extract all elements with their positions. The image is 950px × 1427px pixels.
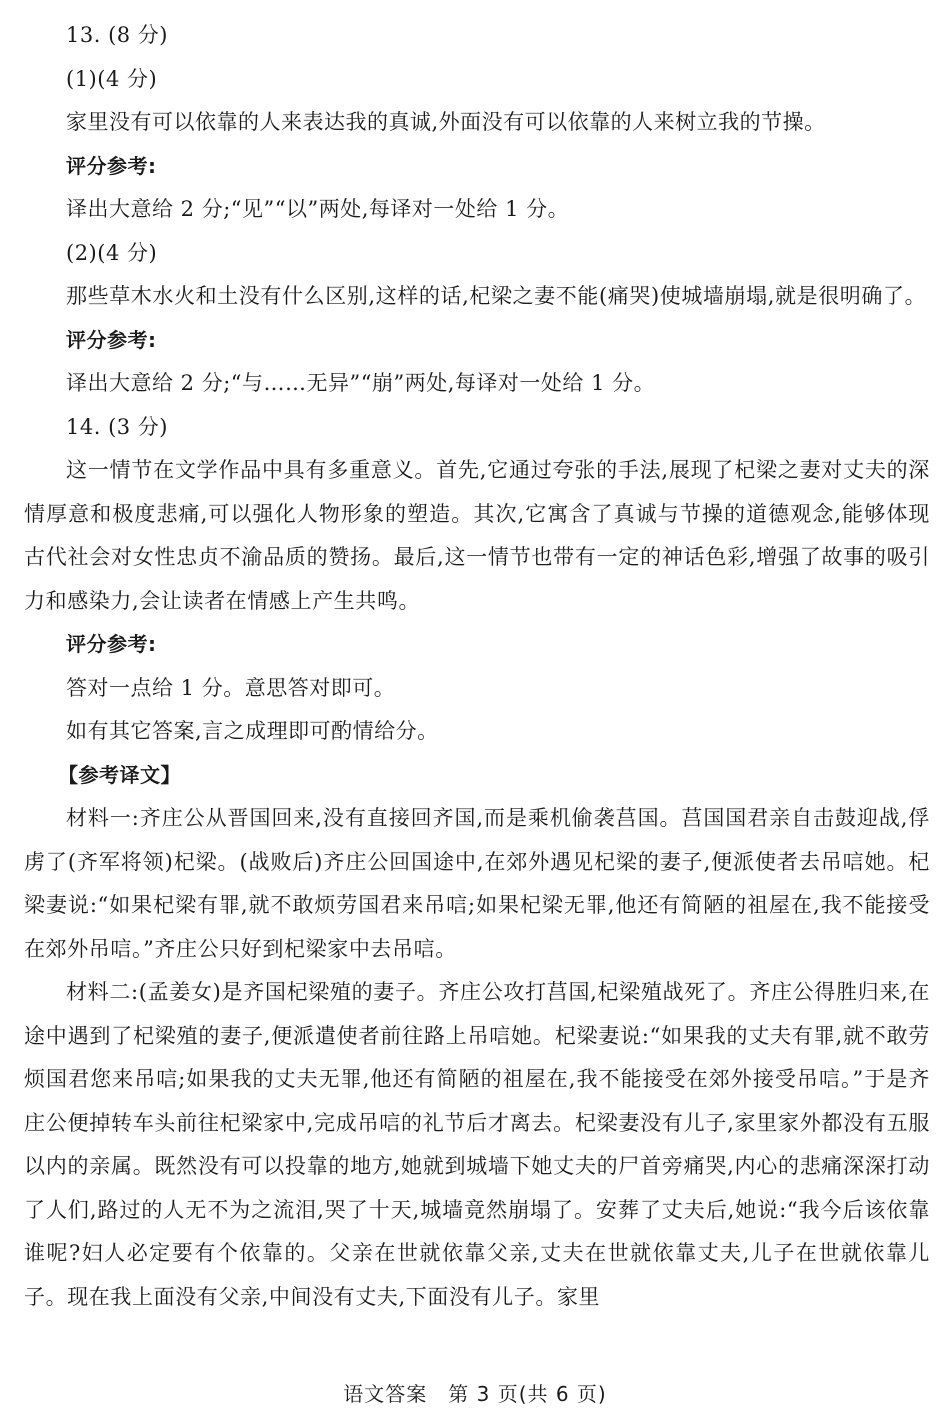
q13-sub1-scoring-title: 评分参考:: [66, 153, 157, 178]
translation-title: 【参考译文】: [58, 762, 181, 787]
page-footer: 语文答案 第 3 页(共 6 页): [343, 1382, 607, 1406]
q13-sub2-scoring: 译出大意给 2 分;“与……无异”“崩”两处,每译对一处给 1 分。: [66, 371, 656, 395]
q13-sub1-label: (1)(4 分): [66, 66, 158, 91]
q14-scoring-title: 评分参考:: [66, 632, 157, 656]
translation-material-2: 材料二:(孟姜女)是齐国杞梁殖的妻子。齐庄公攻打莒国,杞梁殖战死了。齐庄公得胜归来,在途中遇到了杞梁殖的妻子,便派遣使者前往路上吊唁她。杞梁妻说:“如果我的丈夫有罪,就不敢劳烦国君您来吊唁;如果我的丈夫无罪,他还有简陋的祖屋在,我不能接受在郊外接受吊唁。”于是齐庄公便掉转车头前往杞梁家中,完成吊唁的礼节后才离去。杞梁妻没有儿子,家里家外都没有五服以内的亲属。既然没有可以投靠的地方,她就到城墙下她丈夫的尸首旁痛哭,内心的悲痛深深打动了人们,路过的人无不为之流泪,哭了十天,城墙竟然崩塌了。安葬了丈夫后,她说:“我今后该依靠谁呢?妇人必定要有个依靠的。父亲在世就依靠父亲,丈夫在世就依靠丈夫,儿子在世就依靠儿子。现在我上面没有父亲,中间没有丈夫,下面没有儿子。家里: [24, 980, 930, 1309]
translation-material-1: 材料一:齐庄公从晋国回来,没有直接回齐国,而是乘机偷袭莒国。莒国国君亲自击鼓迎战,俘虏了(齐军将领)杞梁。(战败后)齐庄公回国途中,在郊外遇见杞梁的妻子,便派使者去吊唁她。杞梁妻说:“如果杞梁有罪,就不敢烦劳国君来吊唁;如果杞梁无罪,他还有简陋的祖屋在,我不能接受在郊外吊唁。”齐庄公只好到杞梁家中去吊唁。: [24, 806, 930, 961]
q14-scoring-1: 答对一点给 1 分。意思答对即可。: [66, 675, 396, 700]
q13-sub2-scoring-title: 评分参考:: [66, 327, 157, 352]
q13-sub2-label: (2)(4 分): [66, 240, 158, 265]
q14-scoring-2: 如有其它答案,言之成理即可酌情给分。: [66, 719, 439, 743]
q14-answer: 这一情节在文学作品中具有多重意义。首先,它通过夸张的手法,展现了杞梁之妻对丈夫的深情厚意和极度悲痛,可以强化人物形象的塑造。其次,它寓含了真诚与节操的道德观念,能够体现古代社会对女性忠贞不渝品质的赞扬。最后,这一情节也带有一定的神话色彩,增强了故事的吸引力和感染力,会让读者在情感上产生共鸣。: [24, 458, 930, 613]
answer-page: [24, 14, 930, 1319]
q13-header: 13. (8 分): [66, 23, 168, 47]
q14-header: 14. (3 分): [66, 414, 168, 439]
q13-sub1-answer: 家里没有可以依靠的人来表达我的真诚,外面没有可以依靠的人来树立我的节操。: [66, 110, 826, 134]
q13-sub1-scoring: 译出大意给 2 分;“见”“以”两处,每译对一处给 1 分。: [66, 197, 570, 221]
q13-sub2-answer: 那些草木水火和土没有什么区别,这样的话,杞梁之妻不能(痛哭)使城墙崩塌,就是很明确了。: [66, 284, 927, 308]
